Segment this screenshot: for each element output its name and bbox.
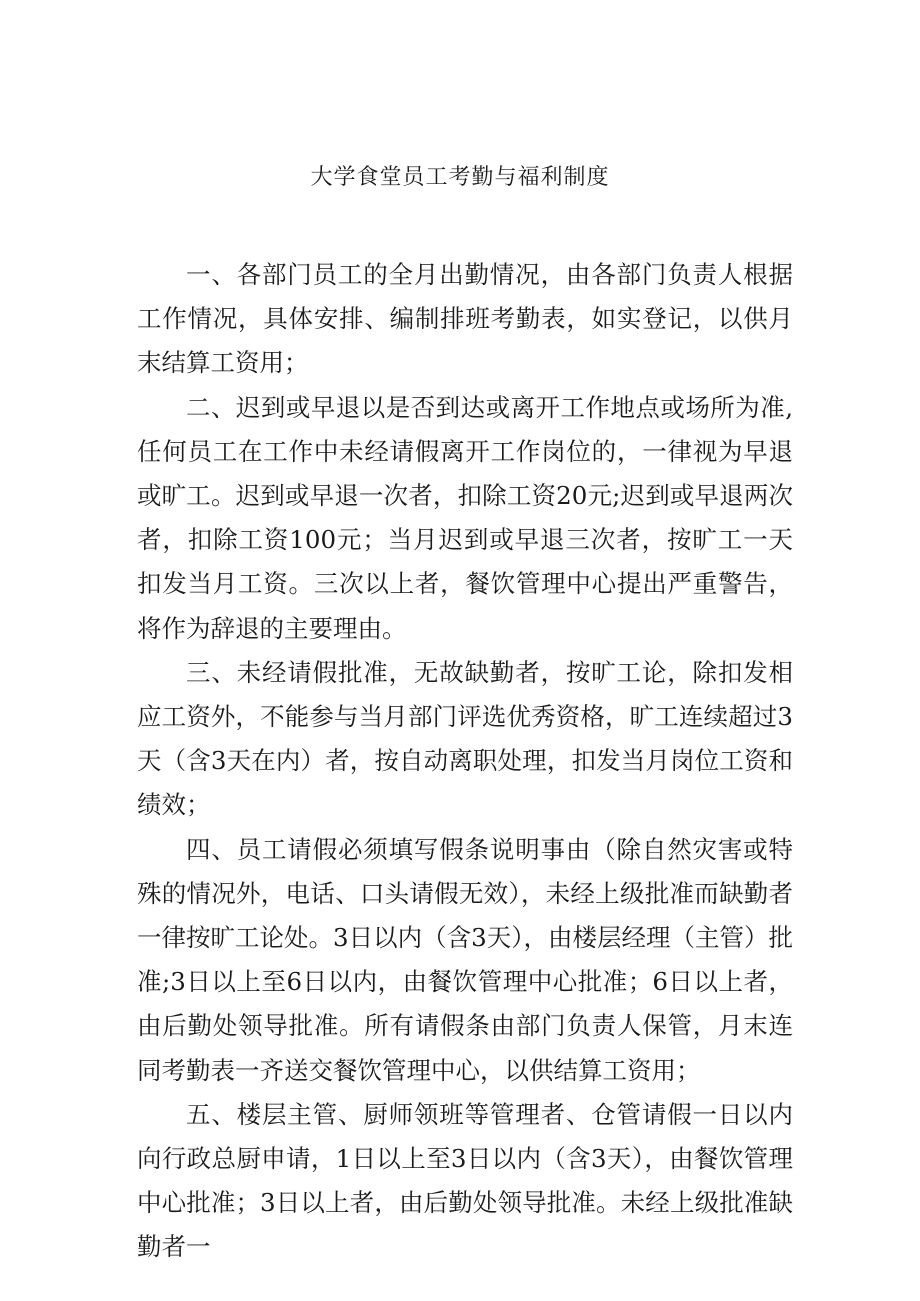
document-body xyxy=(137,253,793,1270)
paragraph-1: 一、各部门员工的全月出勤情况，由各部门负责人根据工作情况，具体安排、编制排班考勤表，如实登记，以供月末结算工资用； xyxy=(137,260,793,378)
paragraph-3: 三、未经请假批准，无故缺勤者，按旷工论，除扣发相应工资外，不能参与当月部门评选优秀资格，旷工连续超过3天（含3天在内）者，按自动离职处理，扣发当月岗位工资和绩效； xyxy=(137,657,793,820)
document-title: 大学食堂员工考勤与福利制度 xyxy=(310,165,610,190)
paragraph-4: 四、员工请假必须填写假条说明事由（除自然灾害或特殊的情况外，电话、口头请假无效），未经上级批准而缺勤者一律按旷工论处。3日以内（含3天），由楼层经理（主管）批准;3日以上至6日以内，由餐饮管理中心批准；6日以上者，由后勤处领导批准。所有请假条由部门负责人保管，月末连同考勤表一齐送交餐饮管理中心，以供结算工资用； xyxy=(137,834,793,1085)
paragraph-2: 二、迟到或早退以是否到达或离开工作地点或场所为准,任何员工在工作中未经请假离开工作岗位的，一律视为早退或旷工。迟到或早退一次者，扣除工资20元;迟到或早退两次者，扣除工资100元；当月迟到或早退三次者，按旷工一天扣发当月工资。三次以上者，餐饮管理中心提出严重警告，将作为辞退的主要理由。 xyxy=(137,392,793,643)
paragraph-5: 五、楼层主管、厨师领班等管理者、仓管请假一日以内向行政总厨申请，1日以上至3日以内（含3天），由餐饮管理中心批准；3日以上者，由后勤处领导批准。未经上级批准缺勤者一 xyxy=(137,1099,793,1262)
